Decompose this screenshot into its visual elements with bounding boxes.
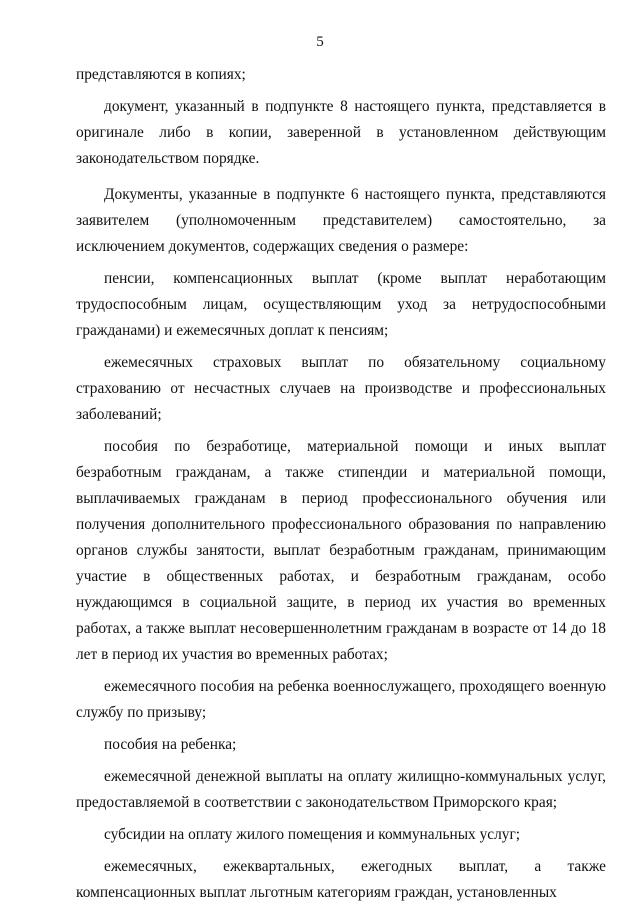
paragraph-6: пособия по безработице, материальной помощи и иных выплат безработным гражданам, а также стипендии и материальной помощи, выплачиваемых гражданам в период профессионального обучения или получения дополнительного профессионального образования по направлению органов службы занятости, выплат безработным гражданам, принимающим участие в общественных работах, и безработным гражданам, особо нуждающимся в социальной защите, в период их участия во временных работах, а также выплат несовершеннолетним гражданам в возрасте от 14 до 18 лет в период их участия во временных работах; bbox=[76, 438, 606, 663]
paragraph-3: Документы, указанные в подпункте 6 настоящего пункта, представляются заявителем (уполномоченным представителем) самостоятельно, за исключением документов, содержащих сведения о размере: bbox=[76, 186, 606, 255]
page-number: 5 bbox=[316, 34, 324, 50]
paragraph-8: пособия на ребенка; bbox=[104, 736, 237, 753]
paragraph-5: ежемесячных страховых выплат по обязательному социальному страхованию от несчастных случаев на производстве и профессиональных заболеваний; bbox=[76, 354, 606, 423]
paragraph-10: субсидии на оплату жилого помещения и коммунальных услуг; bbox=[104, 826, 521, 843]
paragraph-9: ежемесячной денежной выплаты на оплату жилищно-коммунальных услуг, предоставляемой в соответствии с законодательством Приморского края; bbox=[76, 768, 606, 811]
paragraph-11: ежемесячных, ежеквартальных, ежегодных выплат, а также компенсационных выплат льготным категориям граждан, установленных bbox=[76, 858, 606, 901]
document-body bbox=[76, 62, 606, 912]
paragraph-1: представляются в копиях; bbox=[76, 66, 246, 83]
paragraph-2: документ, указанный в подпункте 8 настоящего пункта, представляется в оригинале либо в копии, заверенной в установленном действующим законодательством порядке. bbox=[76, 98, 606, 167]
paragraph-7: ежемесячного пособия на ребенка военнослужащего, проходящего военную службу по призыву; bbox=[76, 678, 606, 721]
paragraph-4: пенсии, компенсационных выплат (кроме выплат неработающим трудоспособным лицам, осуществляющим уход за нетрудоспособными гражданами) и ежемесячных доплат к пенсиям; bbox=[76, 270, 606, 339]
